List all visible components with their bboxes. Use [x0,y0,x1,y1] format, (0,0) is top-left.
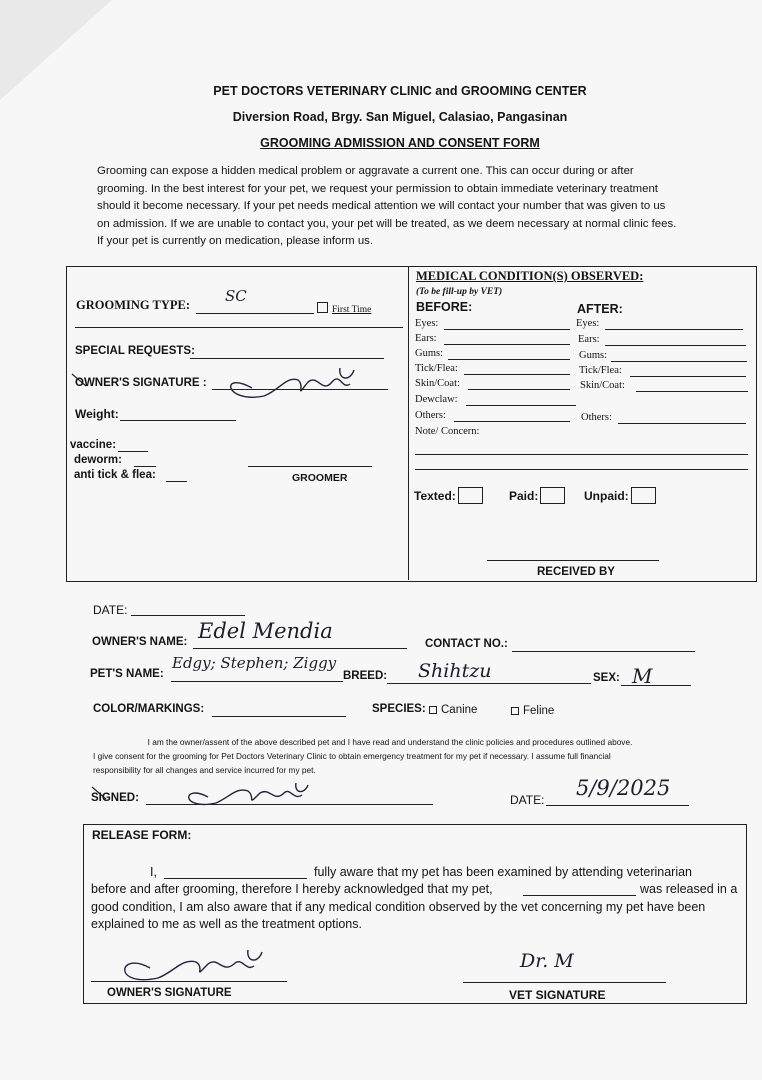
before-label: BEFORE: [416,300,473,314]
signed-date-label: DATE: [510,793,545,807]
vet-initials[interactable]: Dr. M [520,950,574,972]
signed-label: SIGNED: [91,792,139,804]
sex-value[interactable]: M [632,664,653,688]
deworm-label: deworm: [74,454,122,466]
feline-checkbox[interactable]: Feline [511,705,554,717]
weight-label: Weight: [75,407,119,421]
date-label: DATE: [93,603,128,617]
before-others: Others: [415,410,446,421]
owner-signature-label: OWNER'S SIGNATURE : [75,377,207,389]
form-title: GROOMING ADMISSION AND CONSENT FORM [260,136,540,150]
before-ears: Ears: [415,333,437,344]
release-line-4: explained to me as well as the treatment options. [91,917,362,931]
paid-checkbox[interactable]: Paid: [509,487,565,504]
vet-signature-label: VET SIGNATURE [509,988,606,1002]
release-line-1a: I, [150,865,157,879]
owner-name-value[interactable]: Edel Mendia [198,619,333,643]
contact-label: CONTACT NO.: [425,638,508,650]
after-gums: Gums: [579,350,608,361]
after-others: Others: [581,412,612,423]
unpaid-checkbox[interactable]: Unpaid: [584,487,656,504]
clinic-name: PET DOCTORS VETERINARY CLINIC and GROOMING CENTER [213,84,587,98]
sex-label: SEX: [593,672,620,684]
owner-name-label: OWNER'S NAME: [92,636,188,648]
release-owner-signature-mark [100,940,280,990]
received-by-label: RECEIVED BY [537,566,615,578]
after-ears: Ears: [578,334,600,345]
breed-label: BREED: [343,670,388,682]
consent-line-3: responsibility for all changes and service incurred for my pet. [93,765,316,775]
intro-paragraph: Grooming can expose a hidden medical problem or aggravate a current one. This can occur during or after grooming. In the best interest for your pet, we request your permission to obtain immediate veterinary treatment should it become necessary. If your pet needs medical attention we will contact your number that was given to us on admission. If we are unable to contact you, your pet will be treated, as we deem necessary at normal clinic fees. If your pet is currently on medication, please inform us. [97,165,677,248]
clinic-address: Diversion Road, Brgy. San Miguel, Calasiao, Pangasinan [232,110,568,124]
anti-tick-label: anti tick & flea: [74,469,156,481]
after-skin-coat: Skin/Coat: [580,380,625,391]
pet-name-label: PET'S NAME: [90,668,164,680]
texted-checkbox[interactable]: Texted: [414,487,483,504]
release-line-2a: before and after grooming, therefore I hereby acknowledged that my pet, [91,882,493,896]
release-line-1b: fully aware that my pet has been examined by attending veterinarian [314,865,693,879]
after-eyes: Eyes: [576,318,600,329]
release-owner-signature-label: OWNER'S SIGNATURE [107,987,232,999]
grooming-type-value[interactable]: SC [225,287,247,305]
vaccine-label: vaccine: [70,439,117,451]
signed-signature-mark [90,775,330,815]
after-label: AFTER: [577,302,623,316]
grooming-type-label: GROOMING TYPE: [76,298,191,312]
groomer-label: GROOMER [292,472,348,484]
before-dewclaw: Dewclaw: [415,394,458,405]
release-line-3: good condition, I am also aware that if any medical condition observed by the vet concerning my pet have been [91,900,706,914]
first-time-checkbox[interactable]: First Time [317,302,371,315]
before-eyes: Eyes: [415,318,439,329]
after-tick-flea: Tick/Flea: [579,365,622,376]
color-markings-label: COLOR/MARKINGS: [93,703,205,715]
admission-box [66,266,757,582]
medical-subtitle: (To be fill-up by VET) [416,287,503,297]
consent-line-1: I am the owner/assent of the above described pet and I have read and understand the clinic policies and procedures outlined above. [147,737,633,747]
species-label: SPECIES: [372,703,426,715]
medical-title: MEDICAL CONDITION(S) OBSERVED: [416,269,644,283]
owner-signature-mark [70,360,370,410]
signed-date-value[interactable]: 5/9/2025 [576,776,671,800]
canine-checkbox[interactable]: Canine [429,704,477,716]
pet-name-value[interactable]: Edgy; Stephen; Ziggy [172,654,337,672]
before-tick-flea: Tick/Flea: [415,363,458,374]
before-skin-coat: Skin/Coat: [415,378,460,389]
breed-value[interactable]: Shihtzu [418,660,492,682]
special-requests-label: SPECIAL REQUESTS: [75,345,195,357]
release-title: RELEASE FORM: [92,828,192,842]
consent-line-2: I give consent for the grooming for Pet Doctors Veterinary Clinic to obtain emergency treatment for my pet if necessary. I assume full financial [93,751,611,761]
before-gums: Gums: [415,348,444,359]
note-concern-label: Note/ Concern: [415,426,480,437]
release-line-2b: was released in a [640,882,738,896]
box-divider [408,267,409,580]
